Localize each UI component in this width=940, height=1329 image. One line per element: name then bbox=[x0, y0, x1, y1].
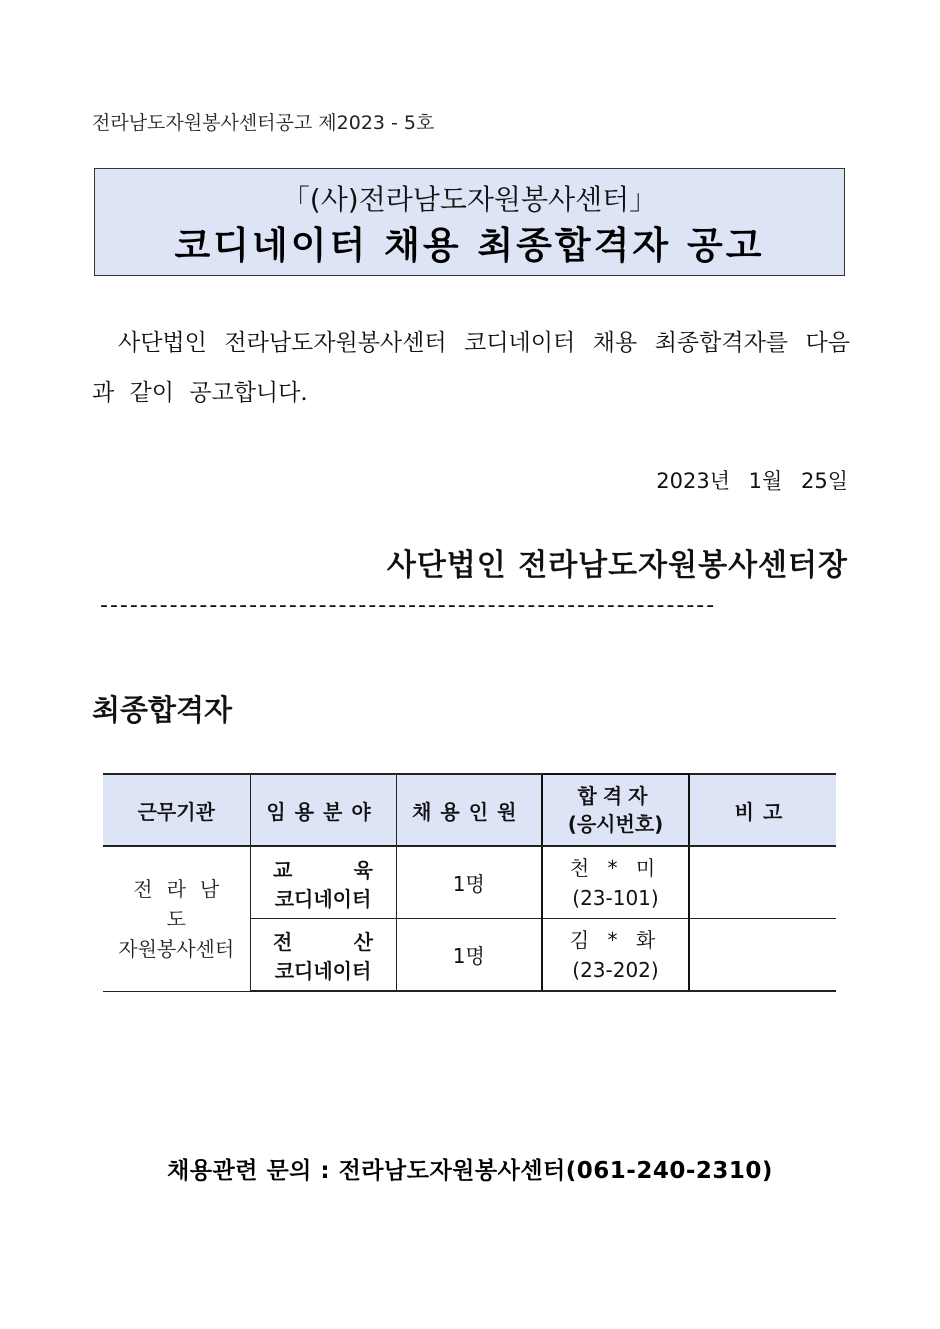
announcement-date: 2023년 1월 25일 bbox=[656, 469, 848, 493]
field-word1: 전 bbox=[273, 929, 293, 954]
exam-number: (23-202) bbox=[572, 957, 659, 982]
header-passer bbox=[542, 774, 689, 846]
passer-cell bbox=[542, 846, 689, 919]
header-exam-number-label: (응시번호) bbox=[567, 812, 664, 836]
body-paragraph: 사단법인 전라남도자원봉사센터 코디네이터 채용 최종합격자를 다음과 같이 공고합니다. bbox=[92, 330, 850, 406]
exam-number: (23-101) bbox=[572, 885, 659, 910]
count-cell: 1명 bbox=[396, 919, 542, 992]
field-cell bbox=[250, 846, 396, 919]
passer-name: 천 * 미 bbox=[569, 855, 662, 880]
title-box bbox=[94, 168, 845, 276]
signer: 사단법인 전라남도자원봉사센터장 bbox=[386, 548, 848, 583]
table-header-row bbox=[103, 774, 836, 846]
field-line1 bbox=[273, 926, 373, 955]
note-cell bbox=[689, 846, 836, 919]
header-count: 채용인원 bbox=[396, 774, 542, 846]
contact-footer: 채용관련 문의 : 전라남도자원봉사센터(061-240-2310) bbox=[167, 1158, 773, 1184]
agency-line2: 자원봉사센터 bbox=[118, 936, 235, 961]
document-number: 전라남도자원봉사센터공고 제2023 - 5호 bbox=[92, 112, 435, 134]
field-word1: 교 bbox=[273, 857, 293, 882]
field-line2: 코디네이터 bbox=[274, 886, 372, 911]
header-passer-label: 합격자 bbox=[577, 784, 654, 808]
passer-cell bbox=[542, 919, 689, 992]
agency-line1: 전라남도 bbox=[133, 876, 234, 931]
header-note: 비고 bbox=[689, 774, 836, 846]
header-field: 임용분야 bbox=[250, 774, 396, 846]
results-table bbox=[103, 773, 836, 992]
title-main: 코디네이터 채용 최종합격자 공고 bbox=[174, 224, 765, 267]
field-line1 bbox=[273, 854, 373, 883]
header-agency: 근무기관 bbox=[103, 774, 250, 846]
note-cell bbox=[689, 919, 836, 992]
field-word2: 육 bbox=[353, 857, 373, 882]
field-cell bbox=[250, 919, 396, 992]
title-organization: 「(사)전라남도자원봉사센터」 bbox=[281, 183, 658, 216]
divider-line: -------------------------------------------------------------- bbox=[100, 594, 717, 618]
field-word2: 산 bbox=[353, 929, 373, 954]
field-line2: 코디네이터 bbox=[274, 958, 372, 983]
agency-cell bbox=[103, 846, 250, 991]
passer-name: 김 * 화 bbox=[569, 927, 662, 952]
table-row bbox=[103, 846, 836, 919]
section-heading: 최종합격자 bbox=[92, 693, 233, 727]
count-cell: 1명 bbox=[396, 846, 542, 919]
